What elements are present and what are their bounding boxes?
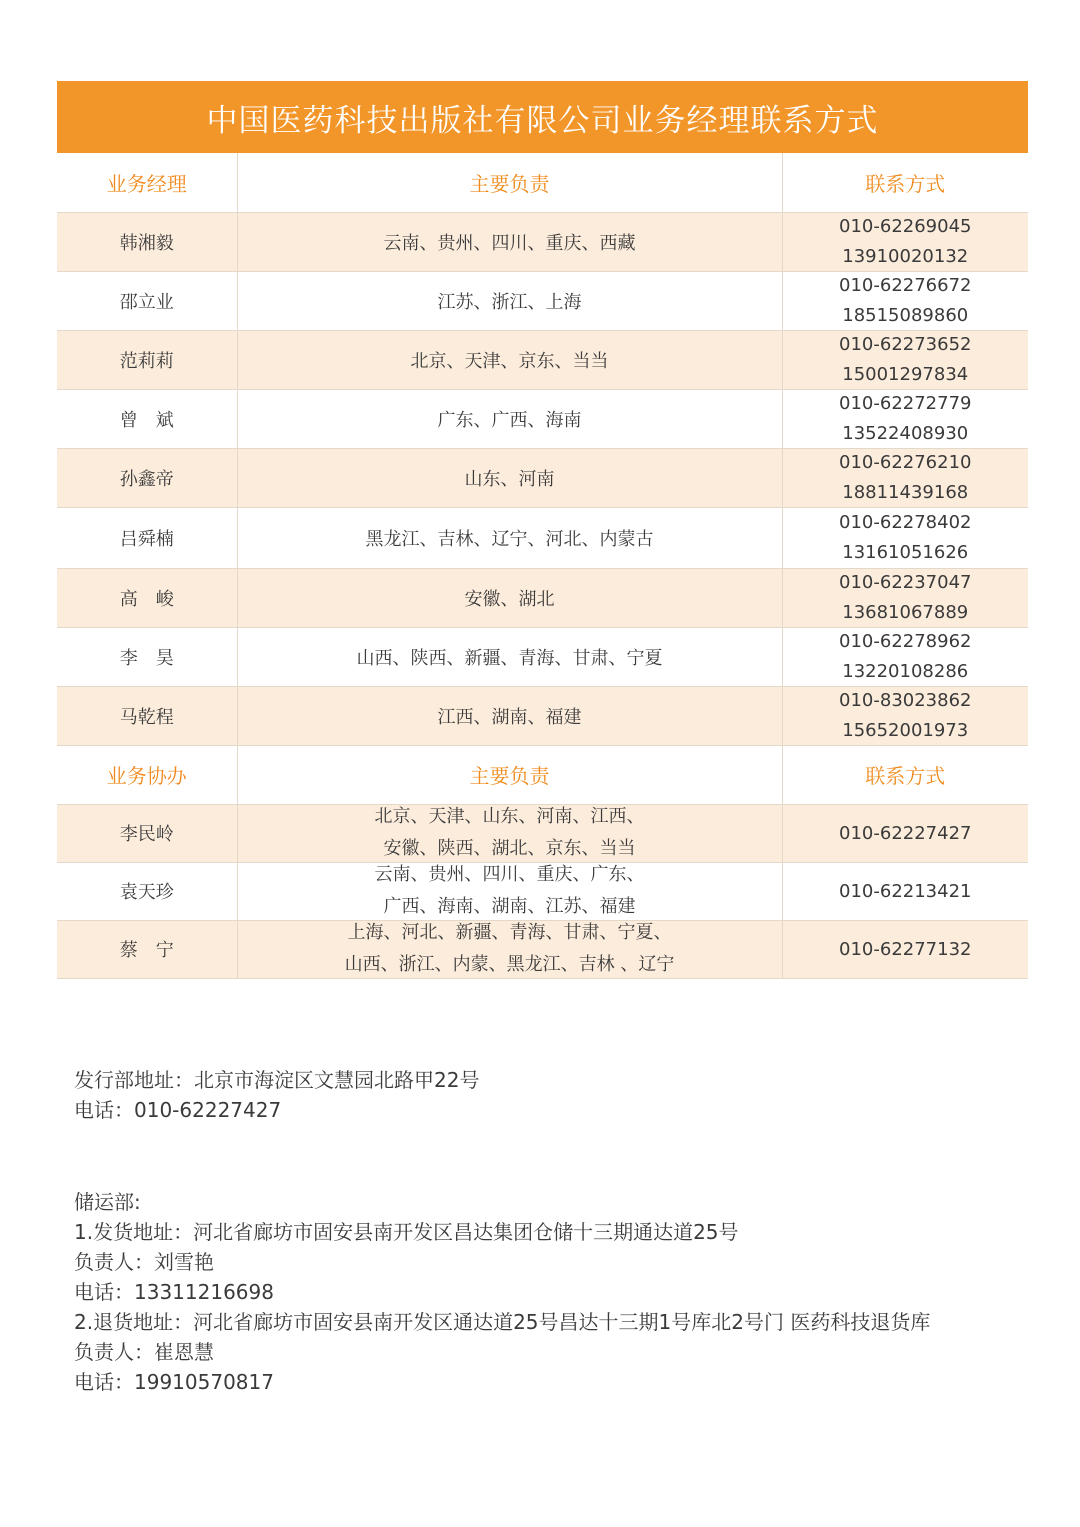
page-title: 中国医药科技出版社有限公司业务经理联系方式 <box>57 81 1028 153</box>
manager-name: 曾 斌 <box>57 389 237 448</box>
manager-name: 高 峻 <box>57 568 237 627</box>
region-line: 上海、河北、新疆、青海、甘肃、宁夏、 <box>347 922 672 943</box>
manager-contact <box>782 212 1028 271</box>
warehouse-info <box>74 1187 1024 1397</box>
phone-number: 010-62272779 <box>839 392 972 414</box>
distribution-info <box>74 1065 1024 1125</box>
managers-header-contact: 联系方式 <box>782 153 1028 212</box>
phone-number: 010-62276672 <box>839 274 972 296</box>
phone-number: 010-62273652 <box>839 333 972 355</box>
manager-row <box>57 686 1028 745</box>
phone-number: 010-62276210 <box>839 451 972 473</box>
manager-regions: 山东、河南 <box>237 448 782 507</box>
phone-list <box>783 452 1029 504</box>
phone-number: 010-62278962 <box>839 630 972 652</box>
phone-number: 13522408930 <box>842 422 969 444</box>
region-lines <box>238 864 782 918</box>
assistants-header-name: 业务协办 <box>57 745 237 804</box>
manager-name: 吕舜楠 <box>57 507 237 568</box>
manager-row <box>57 627 1028 686</box>
region-lines <box>238 806 782 860</box>
region-line: 北京、天津、山东、河南、江西、 <box>374 806 645 827</box>
phone-number: 13161051626 <box>842 541 969 563</box>
distribution-phone: 电话：010-62227427 <box>74 1098 282 1122</box>
manager-row <box>57 330 1028 389</box>
region-line: 山西、浙江、内蒙、黑龙江、吉林 、辽宁 <box>344 954 675 975</box>
assistant-name: 袁天珍 <box>57 862 237 920</box>
phone-list <box>783 334 1029 386</box>
manager-row <box>57 389 1028 448</box>
manager-row <box>57 448 1028 507</box>
managers-header-name: 业务经理 <box>57 153 237 212</box>
assistant-row <box>57 920 1028 978</box>
manager-name: 韩湘毅 <box>57 212 237 271</box>
manager-name: 李 昊 <box>57 627 237 686</box>
manager-name: 马乾程 <box>57 686 237 745</box>
phone-number: 13910020132 <box>842 245 969 267</box>
manager-name: 邵立业 <box>57 271 237 330</box>
phone-number: 13681067889 <box>842 601 969 623</box>
manager-regions: 云南、贵州、四川、重庆、西藏 <box>237 212 782 271</box>
assistant-regions <box>237 920 782 978</box>
assistants-header-row <box>57 745 1028 804</box>
warehouse-line: 负责人：崔恩慧 <box>74 1340 214 1364</box>
phone-list <box>783 572 1029 624</box>
manager-row <box>57 271 1028 330</box>
manager-contact <box>782 389 1028 448</box>
manager-regions: 江苏、浙江、上海 <box>237 271 782 330</box>
manager-contact <box>782 686 1028 745</box>
manager-contact <box>782 271 1028 330</box>
phone-number: 18811439168 <box>842 481 969 503</box>
phone-number: 010-62269045 <box>839 215 972 237</box>
assistants-header-contact: 联系方式 <box>782 745 1028 804</box>
assistant-name: 李民岭 <box>57 804 237 862</box>
manager-row <box>57 568 1028 627</box>
manager-contact <box>782 568 1028 627</box>
manager-row <box>57 212 1028 271</box>
phone-number: 010-83023862 <box>839 689 972 711</box>
assistant-phone: 010-62277132 <box>782 920 1028 978</box>
manager-regions: 江西、湖南、福建 <box>237 686 782 745</box>
region-line: 广西、海南、湖南、江苏、福建 <box>383 896 636 917</box>
region-lines <box>238 922 782 976</box>
phone-list <box>783 275 1029 327</box>
phone-number: 15652001973 <box>842 719 969 741</box>
manager-contact <box>782 627 1028 686</box>
manager-regions: 广东、广西、海南 <box>237 389 782 448</box>
assistant-regions <box>237 804 782 862</box>
manager-regions: 黑龙江、吉林、辽宁、河北、内蒙古 <box>237 507 782 568</box>
phone-number: 15001297834 <box>842 363 969 385</box>
phone-list <box>783 512 1029 564</box>
manager-name: 孙鑫帝 <box>57 448 237 507</box>
managers-header-row <box>57 153 1028 212</box>
phone-list <box>783 690 1029 742</box>
phone-list <box>783 393 1029 445</box>
managers-header-regions: 主要负责 <box>237 153 782 212</box>
assistant-row <box>57 804 1028 862</box>
phone-number: 010-62278402 <box>839 511 972 533</box>
manager-regions: 安徽、湖北 <box>237 568 782 627</box>
warehouse-heading: 储运部: <box>74 1190 141 1214</box>
region-line: 安徽、陕西、湖北、京东、当当 <box>383 838 636 859</box>
warehouse-line: 电话：19910570817 <box>74 1370 274 1394</box>
warehouse-line: 电话：13311216698 <box>74 1280 274 1304</box>
assistant-phone: 010-62227427 <box>782 804 1028 862</box>
phone-number: 13220108286 <box>842 660 969 682</box>
assistants-header-regions: 主要负责 <box>237 745 782 804</box>
assistant-name: 蔡 宁 <box>57 920 237 978</box>
warehouse-line: 1.发货地址：河北省廊坊市固安县南开发区昌达集团仓储十三期通达道25号 <box>74 1220 739 1244</box>
manager-name: 范莉莉 <box>57 330 237 389</box>
assistant-regions <box>237 862 782 920</box>
manager-contact <box>782 330 1028 389</box>
region-line: 云南、贵州、四川、重庆、广东、 <box>374 864 645 885</box>
phone-list <box>783 216 1029 268</box>
manager-regions: 山西、陕西、新疆、青海、甘肃、宁夏 <box>237 627 782 686</box>
manager-contact <box>782 507 1028 568</box>
phone-number: 010-62237047 <box>839 571 972 593</box>
manager-regions: 北京、天津、京东、当当 <box>237 330 782 389</box>
assistant-phone: 010-62213421 <box>782 862 1028 920</box>
phone-number: 18515089860 <box>842 304 969 326</box>
manager-row <box>57 507 1028 568</box>
phone-list <box>783 631 1029 683</box>
distribution-address: 发行部地址：北京市海淀区文慧园北路甲22号 <box>74 1068 480 1092</box>
contact-table <box>57 153 1028 979</box>
manager-contact <box>782 448 1028 507</box>
assistant-row <box>57 862 1028 920</box>
warehouse-line: 负责人：刘雪艳 <box>74 1250 214 1274</box>
warehouse-line: 2.退货地址：河北省廊坊市固安县南开发区通达道25号昌达十三期1号库北2号门 医药科技退货库 <box>74 1310 931 1334</box>
